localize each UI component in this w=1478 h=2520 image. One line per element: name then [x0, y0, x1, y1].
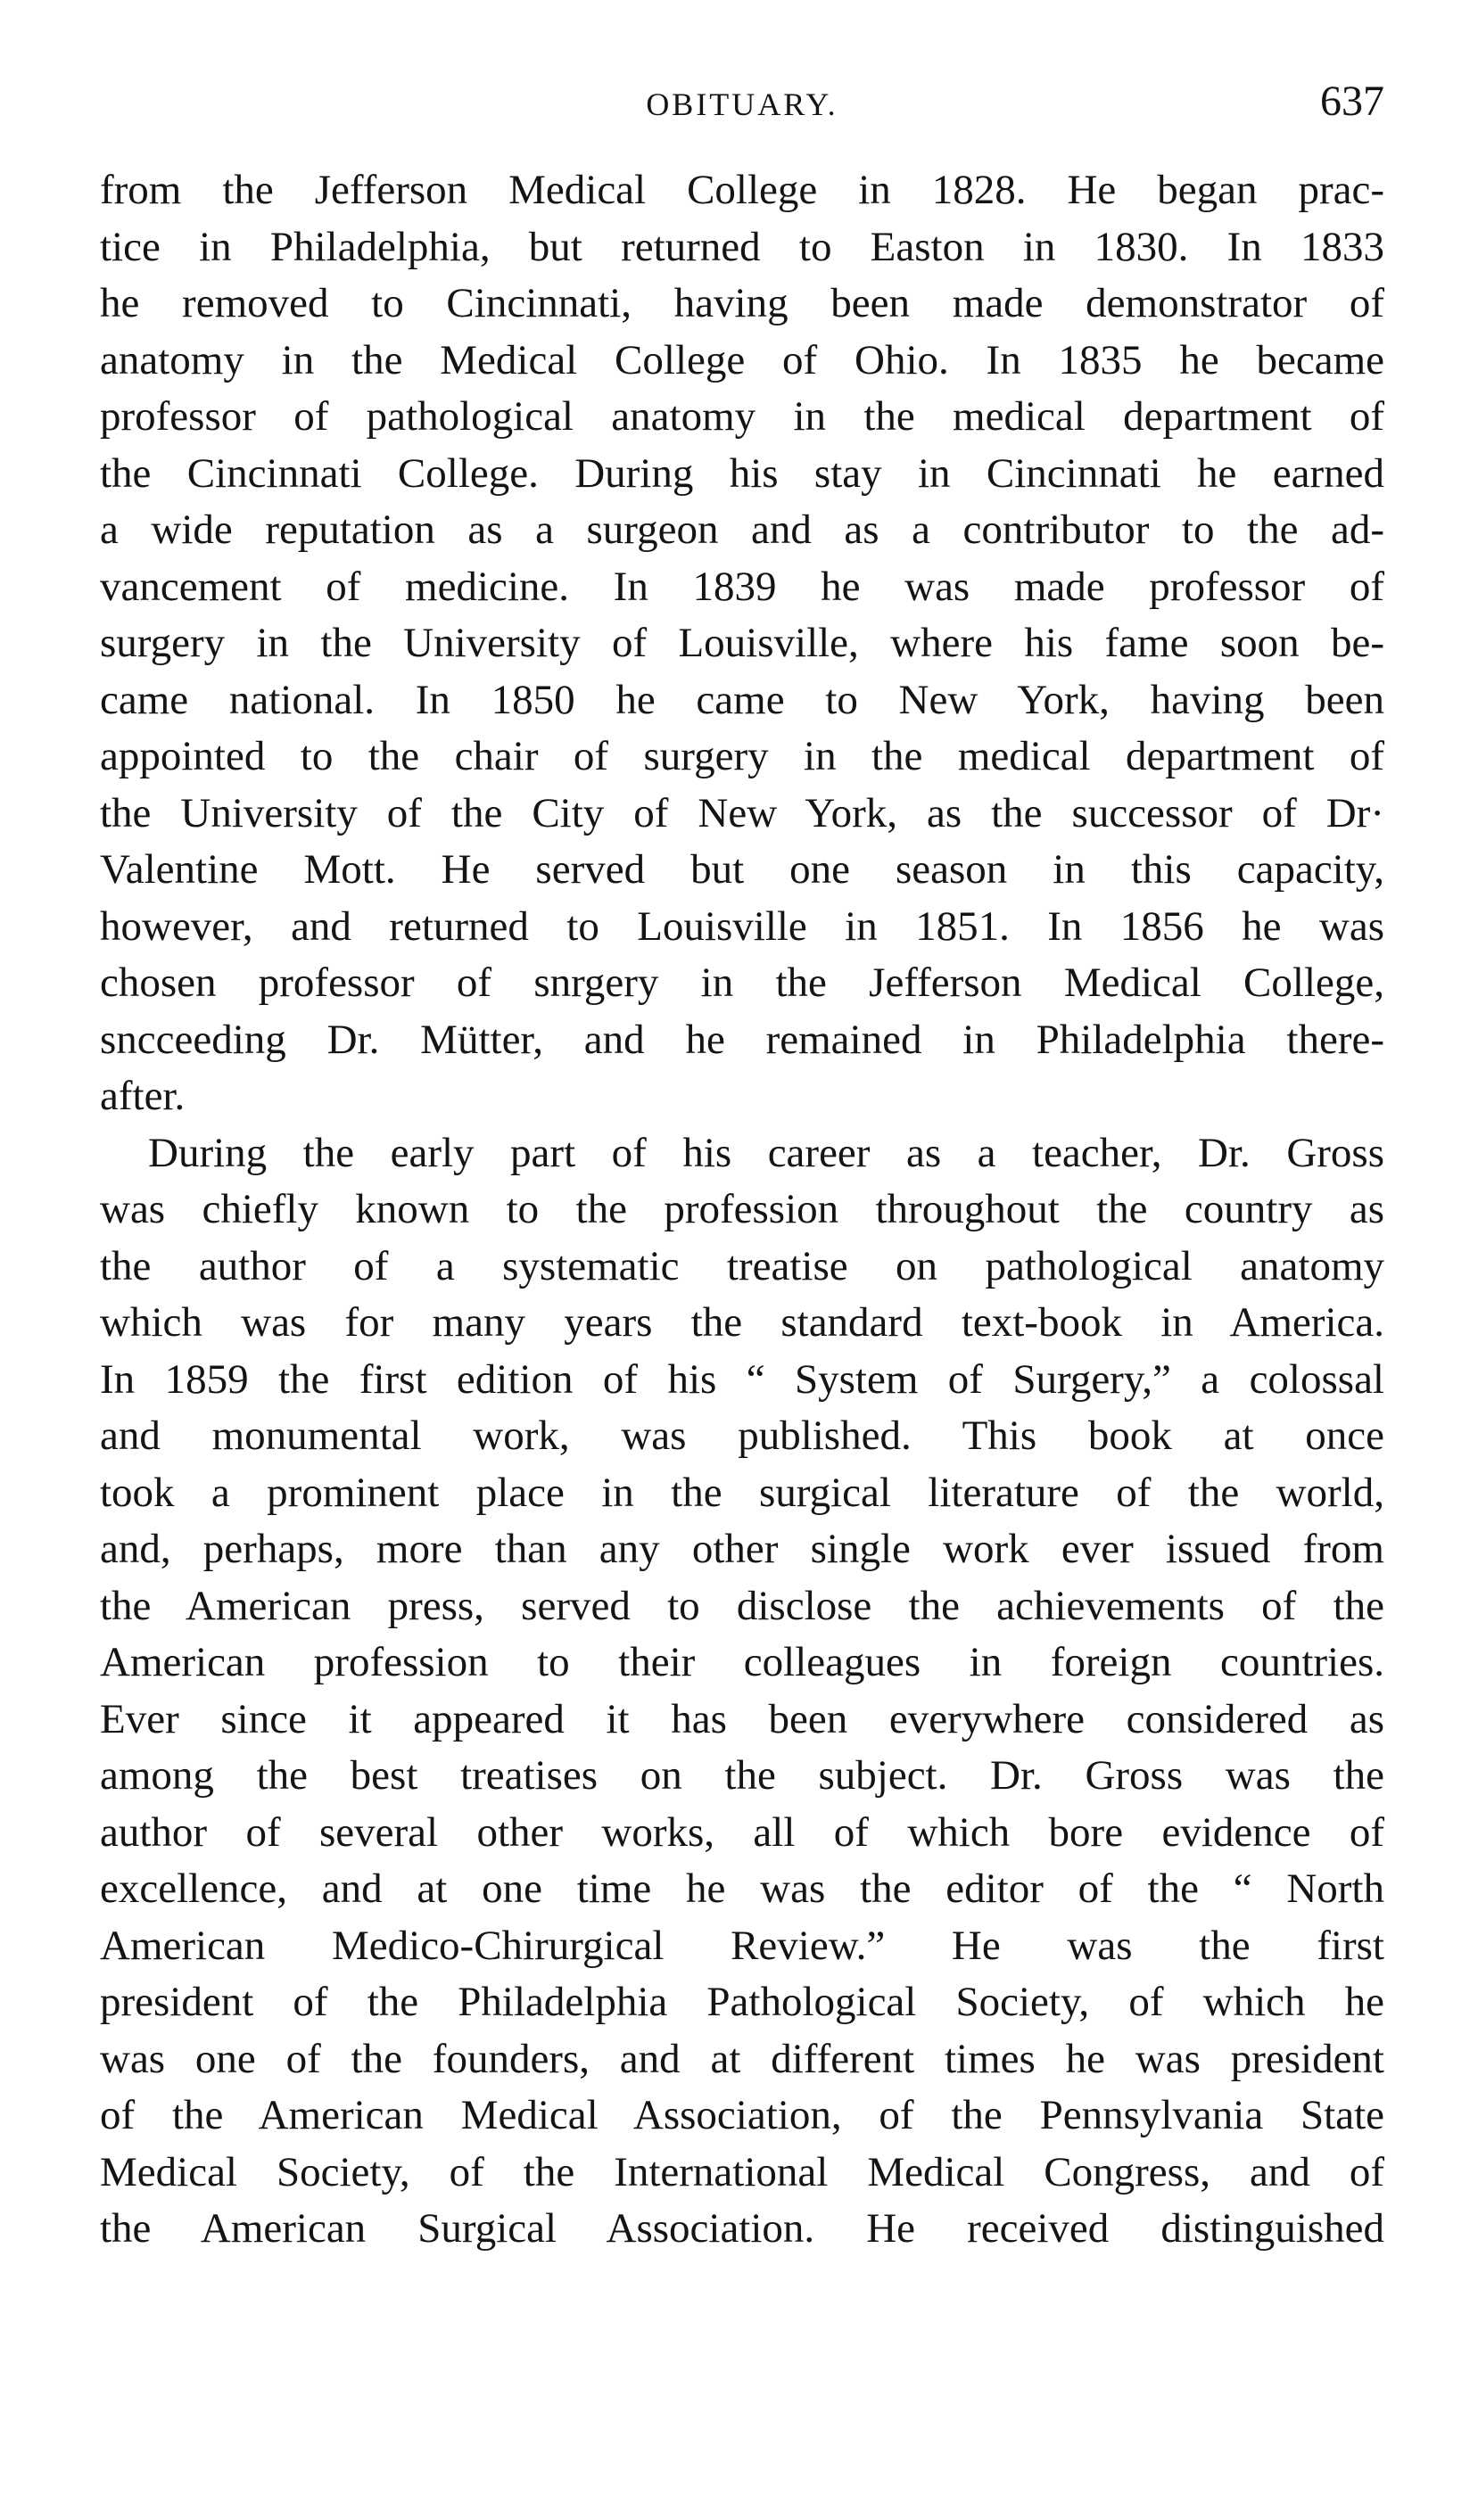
text-line: the University of the City of New York, as the successor of Dr·: [100, 789, 1384, 836]
page-number: 637: [1320, 78, 1384, 125]
text-line: appointed to the chair of surgery in the medical department of: [100, 733, 1384, 779]
text-line: the American Surgical Association. He received distinguished: [100, 2205, 1384, 2252]
text-line: During the early part of his career as a teacher, Dr. Gross: [148, 1129, 1384, 1176]
text-line: from the Jefferson Medical College in 1828. He began prac-: [100, 167, 1384, 213]
text-line: was chiefly known to the profession throughout the country as: [100, 1186, 1384, 1232]
text-line: Valentine Mott. He served but one season in this capacity,: [100, 846, 1384, 893]
text-line: which was for many years the standard text-book in America.: [100, 1299, 1384, 1346]
text-line: chosen professor of snrgery in the Jefferson Medical College,: [100, 959, 1384, 1006]
running-head: [100, 77, 1384, 139]
text-line: excellence, and at one time he was the editor of the “ North: [100, 1865, 1384, 1912]
text-line: came national. In 1850 he came to New York, having been: [100, 676, 1384, 723]
text-line: author of several other works, all of which bore evidence of: [100, 1808, 1384, 1856]
text-line: professor of pathological anatomy in the medical department of: [100, 393, 1384, 440]
text-line: was one of the founders, and at different times he was president: [100, 2035, 1384, 2082]
text-line: and monumental work, was published. This book at once: [100, 1412, 1384, 1459]
text-line: among the best treatises on the subject. Dr. Gross was the: [100, 1752, 1384, 1799]
text-line: after.: [100, 1073, 186, 1119]
text-line: Medical Society, of the International Medical Congress, and of: [100, 2148, 1384, 2195]
text-line: he removed to Cincinnati, having been made demonstrator of: [100, 280, 1384, 326]
text-line: the Cincinnati College. During his stay in Cincinnati he earned: [100, 449, 1384, 497]
text-line: and, perhaps, more than any other single work ever issued from: [100, 1526, 1384, 1572]
body-text: [100, 162, 1384, 2258]
text-line: president of the Philadelphia Pathological Society, of which he: [100, 1979, 1384, 2025]
text-line: a wide reputation as a surgeon and as a contributor to the ad-: [100, 506, 1384, 553]
text-line: Ever since it appeared it has been everywhere considered as: [100, 1695, 1384, 1742]
text-line: In 1859 the first edition of his “ System of Surgery,” a colossal: [100, 1355, 1384, 1403]
paragraph-1: [100, 162, 1384, 1125]
text-line: American profession to their colleagues in foreign countries.: [100, 1639, 1384, 1685]
text-line: tice in Philadelphia, but returned to Easton in 1830. In 1833: [100, 223, 1384, 270]
paragraph-2: [100, 1125, 1384, 2258]
text-line: surgery in the University of Louisville, where his fame soon be-: [100, 620, 1384, 666]
text-line: the author of a systematic treatise on pathological anatomy: [100, 1242, 1384, 1289]
text-line: took a prominent place in the surgical literature of the world,: [100, 1469, 1384, 1516]
text-line: American Medico-Chirurgical Review.” He was the first: [100, 1922, 1384, 1969]
section-title: OBITUARY.: [646, 86, 838, 122]
text-line: anatomy in the Medical College of Ohio. In 1835 he became: [100, 336, 1384, 383]
text-line: sncceeding Dr. Mütter, and he remained in Philadelphia there-: [100, 1016, 1384, 1063]
text-line: vancement of medicine. In 1839 he was made professor of: [100, 563, 1384, 610]
text-line: of the American Medical Association, of the Pennsylvania State: [100, 2092, 1384, 2138]
text-line: the American press, served to disclose the achievements of the: [100, 1582, 1384, 1629]
text-line: however, and returned to Louisville in 1851. In 1856 he was: [100, 902, 1384, 950]
